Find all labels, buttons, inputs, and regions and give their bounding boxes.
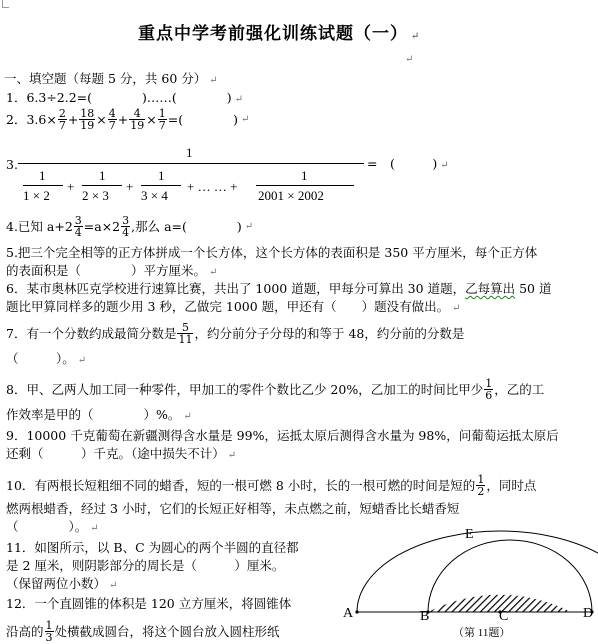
q7-tail: ，约分前分子分母的和等于 48，约分前的分数是 xyxy=(194,325,465,341)
q3-main-fraction-bar xyxy=(18,163,364,164)
q3-term-3-bar xyxy=(141,185,181,186)
q6-line-1-b: 乙每算出 xyxy=(465,281,516,296)
q4-fraction-1 xyxy=(74,215,83,238)
question-11-line-1: 11．如图所示，以 B、C 为圆心的两个半圆的直径都 xyxy=(6,540,299,555)
q3-term-2-denominator: 2 × 3 xyxy=(82,188,109,203)
section-header-text: 一、填空题（每题 5 分，共 60 分） xyxy=(4,71,207,86)
point-a xyxy=(355,610,358,613)
q2-operator: + xyxy=(117,111,129,127)
q6-line-1-c: 50 道 xyxy=(515,281,552,296)
q3-term-1-bar xyxy=(23,185,63,186)
question-8-line-1 xyxy=(6,378,544,401)
denominator: 4 xyxy=(74,226,82,239)
q4-tail: ,那么 a=( ) xyxy=(131,218,242,234)
page-title-text: 重点中学考前强化训练试题（一） xyxy=(138,24,408,44)
denominator: 2 xyxy=(477,485,485,498)
denominator: 7 xyxy=(108,119,116,132)
question-8-line-2 xyxy=(6,407,192,425)
q3-term-3-numerator: 1 xyxy=(158,168,165,183)
numerator: 18 xyxy=(80,107,95,120)
q8-lead: 8．甲、乙两人加工同一种零件，甲加工的零件个数比乙少 20%，乙加工的时间比甲少 xyxy=(6,381,484,397)
question-10-line-2: 燃两根蜡香，经过 3 小时，它们的长短正好相等，未点燃之前，短蜡香比长蜡香短 xyxy=(6,501,460,516)
q8-tail: ，乙的工 xyxy=(494,381,545,397)
label-e: E xyxy=(465,527,474,542)
question-9-line-2 xyxy=(6,446,236,464)
q12-tail: 处横截成圆台，将这个圆台放入圆柱形纸 xyxy=(54,623,280,639)
q2-operator: + xyxy=(67,111,79,127)
q2-operator: × xyxy=(146,111,157,127)
denominator: 19 xyxy=(130,119,145,132)
question-7-line-2 xyxy=(6,351,86,369)
q3-term-3-denominator: 3 × 4 xyxy=(141,188,168,203)
numerator: 3 xyxy=(122,214,130,227)
question-3-number: 3. xyxy=(6,157,18,172)
numerator: 1 xyxy=(477,473,485,486)
q3-top-numerator: 1 xyxy=(186,145,193,160)
q2-fraction-2 xyxy=(79,108,95,131)
return-mark-icon: ↵ xyxy=(209,75,218,86)
q6-line-1-a: 6．某市奥林匹克学校进行速算比赛，共出了 1000 道题，甲每分可算出 30 道题， xyxy=(6,281,466,296)
question-10-line-1 xyxy=(6,474,536,497)
q3-term-1-denominator: 1 × 2 xyxy=(23,188,50,203)
q8-line-2-text: 作效率是甲的（ ）%。 xyxy=(6,407,181,422)
q2-fraction-4 xyxy=(129,108,145,131)
q4-lead: 4.已知 a+2 xyxy=(6,218,73,234)
question-12-line-1: 12．一个直圆锥的体积是 120 立方厘米，将圆锥体 xyxy=(6,596,292,611)
page-title xyxy=(138,19,420,44)
numerator: 1 xyxy=(45,619,53,632)
question-6-line-1 xyxy=(6,281,551,297)
return-mark-icon: ↵ xyxy=(240,113,250,125)
question-2 xyxy=(6,108,249,131)
q12-lead: 沿高的 xyxy=(6,623,44,639)
return-mark-icon: ↵ xyxy=(109,580,118,591)
q2-lead: 2．3.6× xyxy=(6,111,57,127)
return-mark-icon: ↵ xyxy=(77,355,87,366)
q3-plus: + xyxy=(67,179,75,194)
q6-line-2-text: 题比甲算同样多的题少用 3 秒，乙做完 1000 题，甲还有（ ）题没有做出。 xyxy=(6,299,450,314)
return-mark-icon: ↵ xyxy=(244,220,254,232)
question-4 xyxy=(6,215,253,238)
figure-caption: （第 11题） xyxy=(453,627,511,639)
q2-tail: =( ) xyxy=(167,111,238,127)
numerator: 2 xyxy=(58,107,66,120)
denominator: 7 xyxy=(158,119,166,132)
return-mark-icon: ↵ xyxy=(209,267,218,278)
q3-term-2-numerator: 1 xyxy=(99,168,106,183)
q11-line-3-text: （保留两位小数） xyxy=(6,576,107,591)
return-mark-icon: ↵ xyxy=(452,303,461,314)
return-mark-icon: ↵ xyxy=(405,54,414,65)
q3-ellipsis: + … … + xyxy=(187,179,238,194)
label-c: C xyxy=(499,609,509,624)
numerator: 1 xyxy=(485,377,493,390)
question-12-line-2 xyxy=(6,620,280,643)
denominator: 3 xyxy=(45,631,53,644)
question-9-line-1: 9．10000 千克葡萄在新疆测得含水量是 99%，运抵太原后测得含水量为 98%，问葡萄运抵太原后 xyxy=(6,428,559,443)
q4-fraction-2 xyxy=(121,215,130,238)
q7-fraction xyxy=(177,322,193,345)
denominator: 19 xyxy=(80,119,95,132)
q7-line-2-text: （ ）。 xyxy=(6,351,75,366)
q4-mid: =a×2 xyxy=(83,218,121,234)
return-mark-icon: ↵ xyxy=(90,523,99,534)
q12-fraction xyxy=(45,620,54,643)
question-5-line-1: 5.把三个完全相等的正方体拼成一个长方体，这个长方体的表面积是 350 平方厘米，每个正方体 xyxy=(6,245,538,260)
q10-line-3-text: （ ）。 xyxy=(6,519,88,534)
q3-term-1-numerator: 1 xyxy=(39,168,46,183)
q3-answer-text: = ( ) xyxy=(367,156,438,171)
denominator: 7 xyxy=(58,119,66,132)
numerator: 3 xyxy=(74,214,82,227)
question-5-line-2 xyxy=(6,263,217,281)
question-7-line-1 xyxy=(6,322,464,345)
q2-fraction-5 xyxy=(158,108,167,131)
return-mark-icon: ↵ xyxy=(411,31,421,42)
return-mark-icon: ↵ xyxy=(234,94,244,105)
section-header xyxy=(4,71,218,89)
q7-lead: 7．有一个分数约成最简分数是 xyxy=(6,325,177,341)
label-a: A xyxy=(343,606,354,621)
denominator: 11 xyxy=(178,333,193,346)
semicircles-figure xyxy=(340,518,598,642)
question-11-line-3 xyxy=(6,576,117,594)
q8-fraction xyxy=(484,378,493,401)
return-mark-icon: ↵ xyxy=(183,411,192,422)
q3-plus: + xyxy=(126,179,134,194)
return-mark-icon: ↵ xyxy=(227,450,237,461)
question-1 xyxy=(6,90,243,108)
q3-answer xyxy=(367,156,449,174)
numerator: 4 xyxy=(108,107,116,120)
denominator: 6 xyxy=(485,389,493,402)
q3-term-2-bar xyxy=(82,185,122,186)
q2-fraction-3 xyxy=(108,108,117,131)
q3-term-4-denominator: 2001 × 2002 xyxy=(258,188,324,203)
q3-term-4-bar xyxy=(256,185,354,186)
question-1-text: 1．6.3÷2.2=( )……( ) xyxy=(6,90,232,105)
question-11-line-2: 是 2 厘米，则阴影部分的周长是（ ）厘米。 xyxy=(6,558,285,573)
numerator: 4 xyxy=(133,107,141,120)
label-d: D xyxy=(583,606,594,621)
q10-lead: 10．有两根长短粗细不同的蜡香，短的一根可燃 8 小时，长的一根可燃的时间是短的 xyxy=(6,477,476,493)
question-10-line-3 xyxy=(6,519,99,537)
page-corner-mark xyxy=(2,0,9,8)
numerator: 5 xyxy=(181,321,189,334)
return-mark-icon: ↵ xyxy=(440,160,449,171)
question-9-line-2-text: 还剩（ ）千克。（途中损失不计） xyxy=(6,446,225,461)
q3-term-4-numerator: 1 xyxy=(301,168,308,183)
numerator: 1 xyxy=(158,107,166,120)
q10-fraction xyxy=(476,474,485,497)
question-6-line-2 xyxy=(6,299,461,317)
question-5-line-2-text: 的表面积是（ ）平方厘米。 xyxy=(6,263,207,278)
label-b: B xyxy=(420,609,430,624)
denominator: 4 xyxy=(122,226,130,239)
q10-tail: ，同时点 xyxy=(486,477,537,493)
q2-operator: × xyxy=(96,111,107,127)
q2-fraction-1 xyxy=(58,108,67,131)
